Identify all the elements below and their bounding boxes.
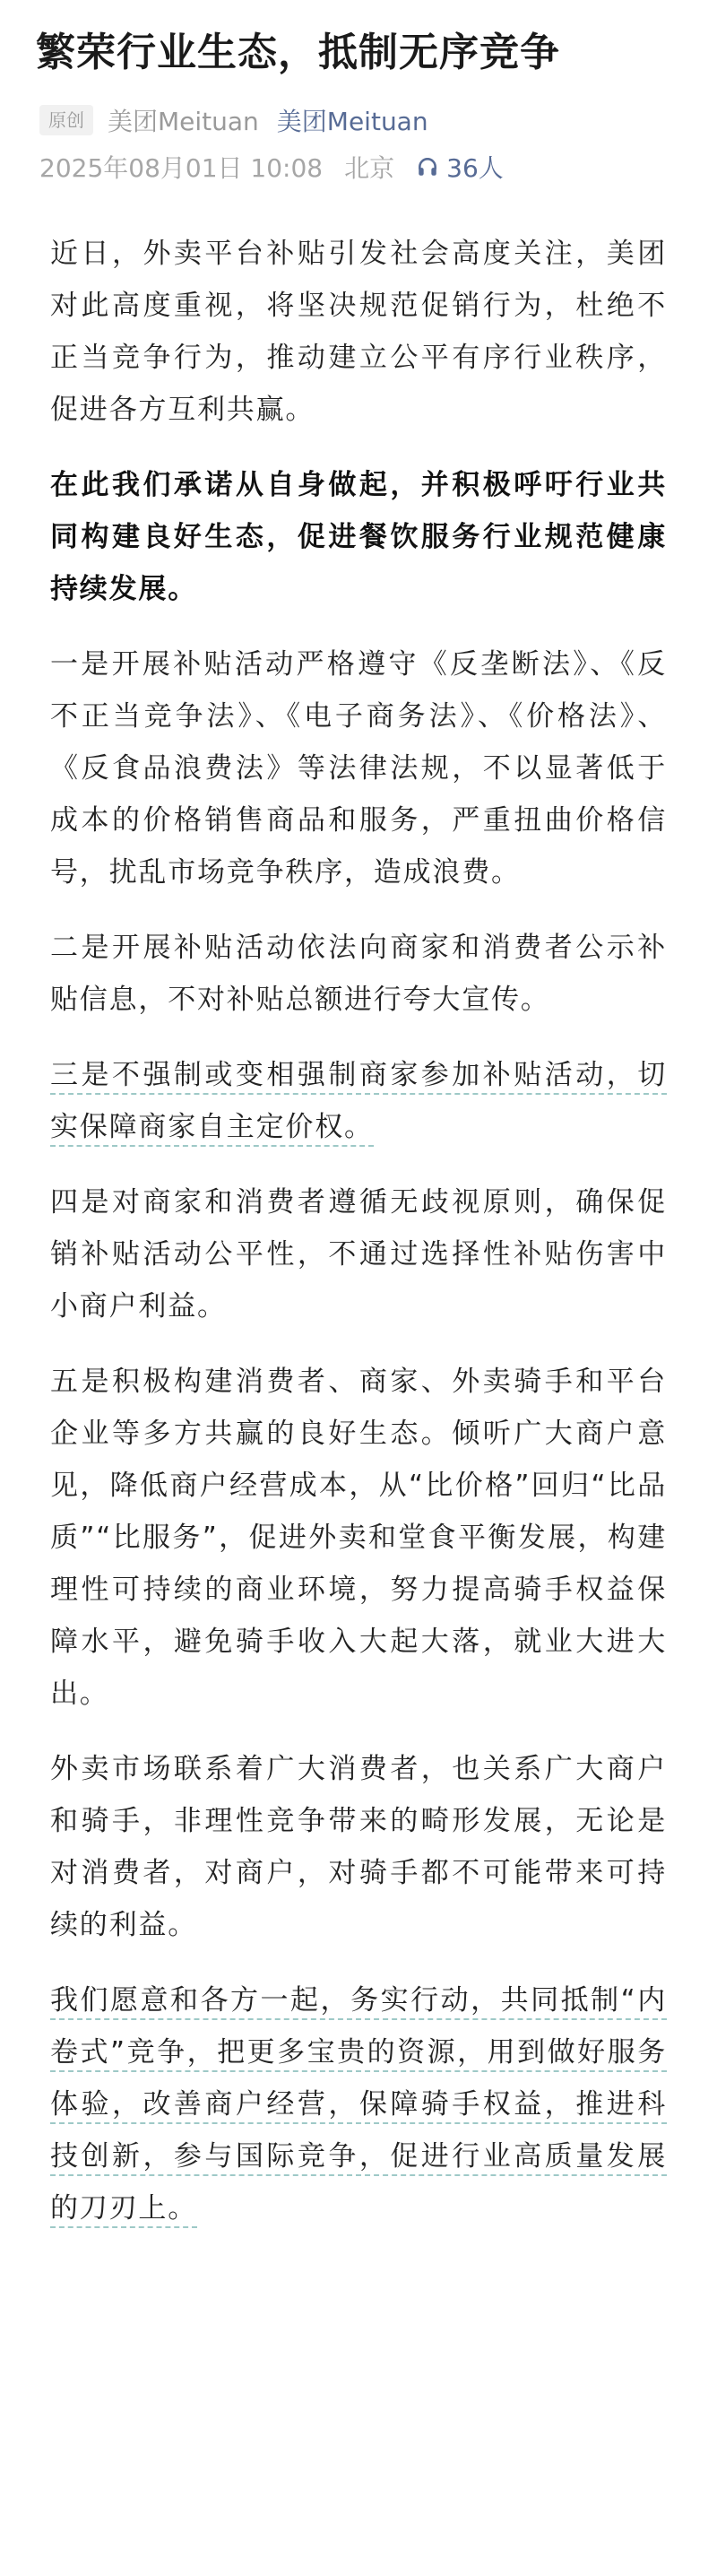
paragraph-intro: 近日，外卖平台补贴引发社会高度关注，美团对此高度重视，将坚决规范促销行为，杜绝不正当竞争行为，推动建立公平有序行业秩序，促进各方互利共赢。 <box>50 238 667 426</box>
paragraph-point-3-text: 三是不强制或变相强制商家参加补贴活动，切实保障商家自主定价权。 <box>50 1059 667 1147</box>
paragraph-pledge: 在此我们承诺从自身做起，并积极呼吁行业共同构建良好生态，促进餐饮服务行业规范健康持续发展。 <box>50 469 667 605</box>
paragraph-closing <box>50 1974 667 2234</box>
original-badge: 原创 <box>39 105 93 135</box>
paragraph-point-1: 一是开展补贴活动严格遵守《反垄断法》、《反不正当竞争法》、《电子商务法》、《价格法》、《反食品浪费法》等法律法规，不以显著低于成本的价格销售商品和服务，严重扭曲价格信号，扰乱市场竞争秩序，造成浪费。 <box>50 648 667 889</box>
article-body <box>39 228 678 2234</box>
listener-count: 36人 <box>446 153 504 183</box>
headphones-icon <box>416 155 439 178</box>
paragraph-point-4: 四是对商家和消费者遵循无歧视原则，确保促销补贴活动公平性，不通过选择性补贴伤害中小商户利益。 <box>50 1186 667 1323</box>
account-link[interactable]: 美团Meituan <box>276 107 428 136</box>
article-meta <box>39 102 678 138</box>
paragraph-market: 外卖市场联系着广大消费者，也关系广大商户和骑手，非理性竞争带来的畸形发展，无论是对消费者，对商户，对骑手都不可能带来可持续的利益。 <box>50 1753 667 1941</box>
paragraph-closing-text: 我们愿意和各方一起，务实行动，共同抵制“内卷式”竞争，把更多宝贵的资源，用到做好服务体验，改善商户经营，保障骑手权益，推进科技创新，参与国际竞争，促进行业高质量发展的刀刃上。 <box>50 1984 667 2228</box>
paragraph-point-2: 二是开展补贴活动依法向商家和消费者公示补贴信息，不对补贴总额进行夸大宣传。 <box>50 932 667 1016</box>
listen-button[interactable] <box>416 149 504 185</box>
article-title: 繁荣行业生态，抵制无序竞争 <box>36 30 560 75</box>
publish-date: 2025年08月01日 10:08 <box>39 153 324 183</box>
publish-location: 北京 <box>344 153 395 183</box>
article-meta-secondary <box>39 149 678 185</box>
paragraph-point-3 <box>50 1049 667 1153</box>
author-name: 美团Meituan <box>108 107 259 136</box>
paragraph-point-5: 五是积极构建消费者、商家、外卖骑手和平台企业等多方共赢的良好生态。倾听广大商户意见，降低商户经营成本，从“比价格”回归“比品质”“比服务”，促进外卖和堂食平衡发展，构建理性可持续的商业环境，努力提高骑手权益保障水平，避免骑手收入大起大落，就业大进大出。 <box>50 1366 667 1710</box>
